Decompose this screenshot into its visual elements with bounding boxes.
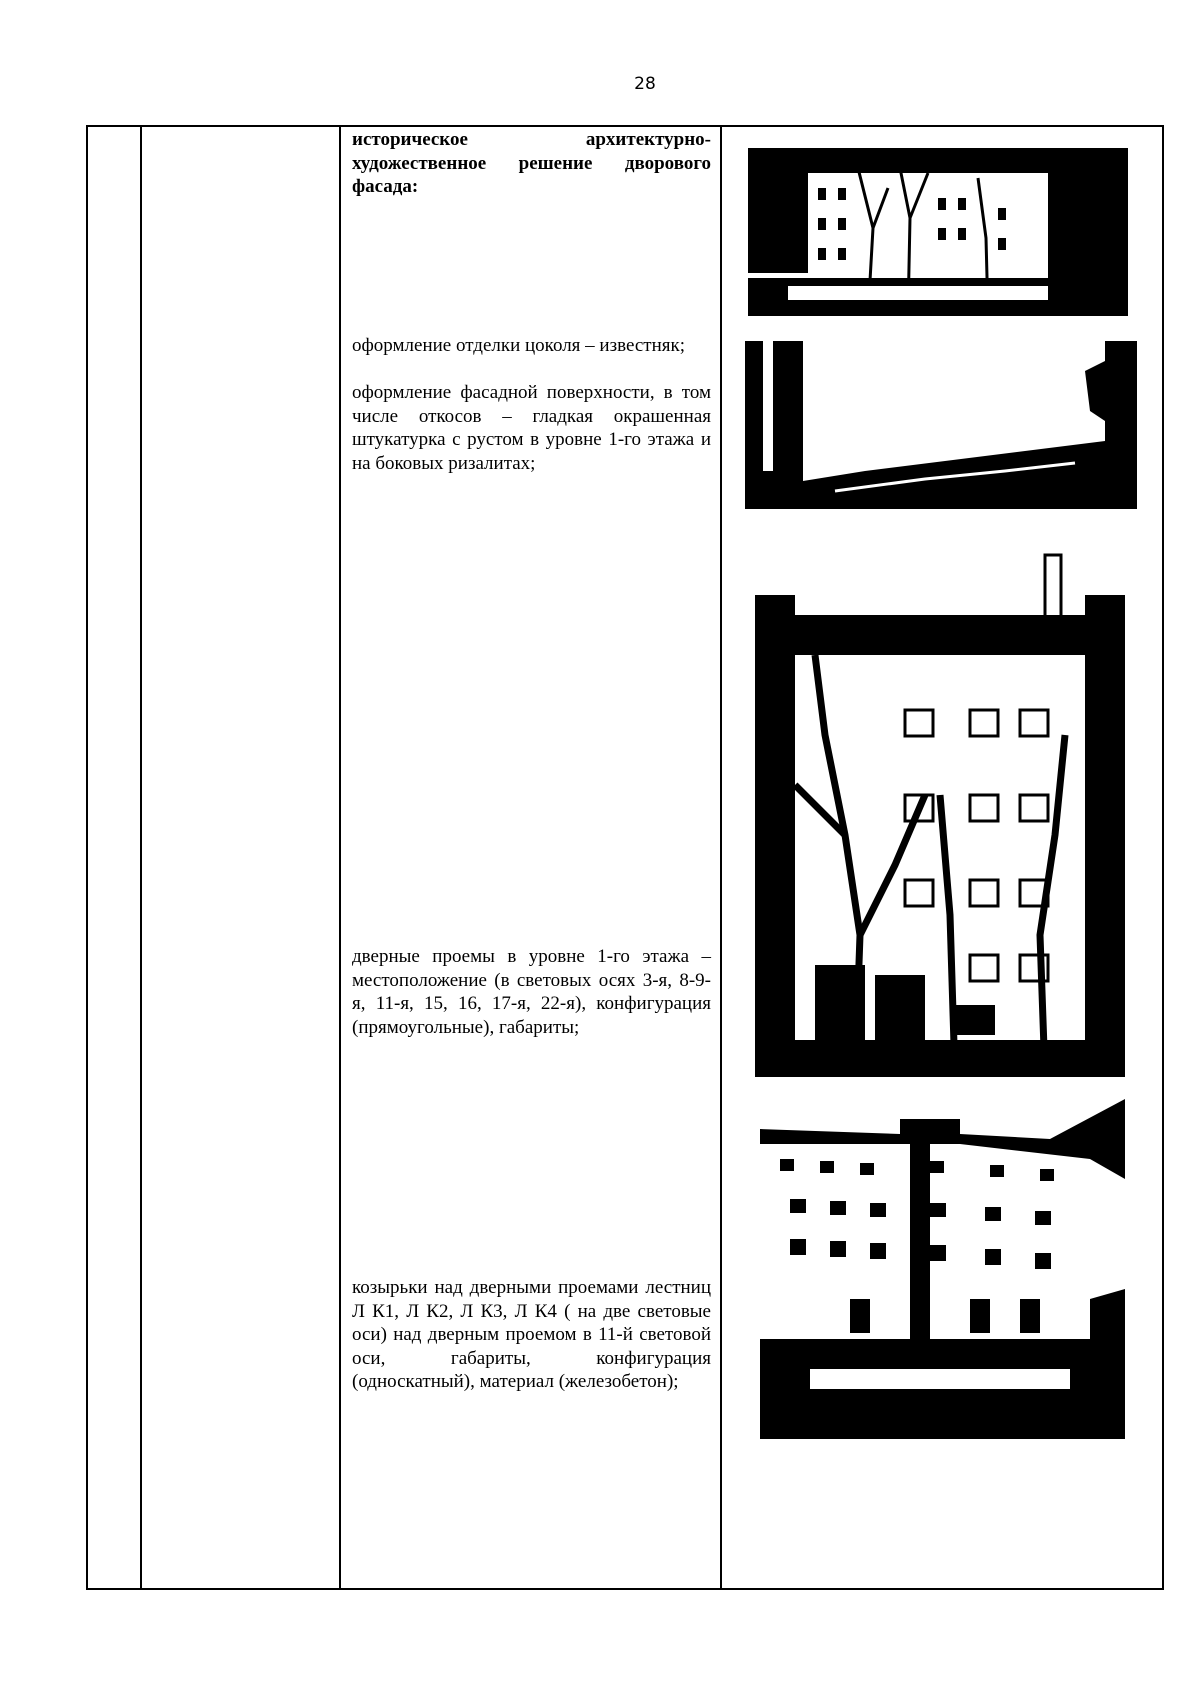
plinth-photo (745, 341, 1137, 509)
courtyard-facade-photo (748, 128, 1128, 316)
facade-tall-photo (755, 535, 1125, 1077)
column-divider (339, 127, 341, 1588)
facade-surface-text: оформление фасадной поверхности, в том числе откосов – гладкая окрашенная штукатурка с рустом в уровне 1-го этажа и на боковых ризалитах; (352, 382, 711, 474)
facade-perspective-photo (760, 1099, 1125, 1439)
column-divider (140, 127, 142, 1588)
plinth-finish-text: оформление отделки цоколя – известняк; (352, 335, 686, 356)
column-divider (720, 127, 722, 1588)
canopies-text: козырьки над дверными проемами лестниц Л К1, Л К2, Л К3, Л К4 ( на две световые оси) над дверным проемом в 11-й световой оси, габариты, конфигурация (односкатный), материал (железобетон); (352, 1277, 711, 1392)
historic-solution-text: историческое архитектурно-художественное решение дворового фасада: (352, 129, 711, 197)
page-number: 28 (634, 74, 656, 94)
door-openings-text: дверные проемы в уровне 1-го этажа – местоположение (в световых осях 3-я, 8-9-я, 11-я, 15, 16, 17-я, 22-я), конфигурация (прямоугольные), габариты; (352, 946, 711, 1038)
